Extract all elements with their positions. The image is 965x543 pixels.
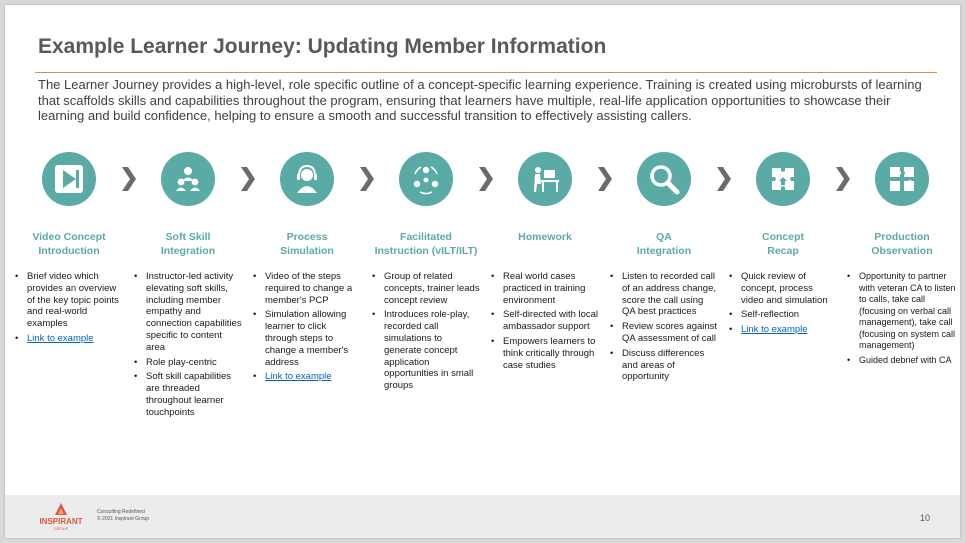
footer-tagline: Consulting Redefined © 2021 Inspirant Group xyxy=(97,509,150,522)
desk-icon xyxy=(518,152,572,206)
stage-details-soft-skill xyxy=(132,271,242,422)
chevron-right-icon xyxy=(119,166,137,192)
stage-title-soft-skill: Soft Skill Integration xyxy=(160,231,216,257)
logo-subtext: GROUP xyxy=(53,526,69,531)
list-item: • Discuss differences and areas of opportunity xyxy=(608,348,718,383)
magnifier-icon xyxy=(637,152,691,206)
list-item: • Brief video which provides an overview of the key topic points and real-world examples xyxy=(13,271,124,330)
stage-title-process-simulation: Process Simulation xyxy=(280,231,334,257)
list-item xyxy=(727,324,837,336)
stage-title-video-concept: Video Concept Introduction xyxy=(32,231,106,257)
play-icon xyxy=(42,152,96,206)
logo-mark-icon xyxy=(55,503,67,516)
network-icon xyxy=(399,152,453,206)
slide-title: Example Learner Journey: Updating Member Information xyxy=(38,35,607,58)
stage-title-concept-recap: Concept Recap xyxy=(762,231,804,257)
puzzle-icon xyxy=(756,152,810,206)
stage-title-facilitated-instruction: Facilitated Instruction (vILT/ILT) xyxy=(374,231,478,257)
stage-details-concept-recap xyxy=(727,271,837,339)
chevron-right-icon xyxy=(238,166,256,192)
list-item: • Video of the steps required to change a member's PCP xyxy=(251,271,361,306)
list-item: • Quick review of concept, process video and simulation xyxy=(727,271,837,306)
slide-footer xyxy=(5,495,960,538)
chevron-right-icon xyxy=(595,166,613,192)
page-number: 10 xyxy=(919,513,930,523)
title-divider xyxy=(35,72,937,73)
list-item: • Listen to recorded call of an address change, score the call using QA best practices xyxy=(608,271,718,318)
list-item: • Soft skill capabilities are threaded throughout learner touchpoints xyxy=(132,371,242,418)
intro-paragraph: The Learner Journey provides a high-level, role specific outline of a concept-specific learning experience. Training is created using microbursts of learning that scaffolds skills and capabilities throughout the program, ensuring that learners have multiple, real-life application opportunities to showcase their learning and build confidence, helping to ensure a smooth and successful transition to effectively assisting callers. xyxy=(38,77,922,123)
list-item: • Group of related concepts, trainer leads concept review xyxy=(370,271,480,306)
team-icon xyxy=(161,152,215,206)
stage-details-qa-integration xyxy=(608,271,718,386)
puzzle-pieces-icon xyxy=(875,152,929,206)
link-to-example[interactable]: Link to example xyxy=(27,332,94,344)
chevron-right-icon xyxy=(357,166,375,192)
chevron-right-icon xyxy=(833,166,851,192)
stage-details-facilitated-instruction xyxy=(370,271,480,395)
logo-text: INSPIRANT xyxy=(39,517,83,526)
list-item: • Simulation allowing learner to click through steps to change a member's address xyxy=(251,309,361,368)
list-item: • Empowers learners to think critically through case studies xyxy=(489,336,601,371)
list-item: • Instructor-led activity elevating soft skills, including member empathy and connection capabilities specific to content area xyxy=(132,271,242,354)
list-item: • Self-reflection xyxy=(727,309,837,321)
list-item: • Guided debrief with CA xyxy=(845,355,957,367)
list-item: • Real world cases practiced in training environment xyxy=(489,271,601,306)
link-to-example[interactable]: Link to example xyxy=(265,371,332,383)
company-logo xyxy=(29,503,93,531)
headset-icon xyxy=(280,152,334,206)
list-item: • Self-directed with local ambassador support xyxy=(489,309,601,333)
stage-title-qa-integration: QA Integration xyxy=(636,231,692,257)
list-item: • Opportunity to partner with veteran CA to listen to calls, take call (focusing on verbal call management), take call (focusing on system call management) xyxy=(845,271,957,352)
slide xyxy=(5,5,960,538)
stage-details-production-observation xyxy=(845,271,957,369)
chevron-right-icon xyxy=(476,166,494,192)
list-item: • Introduces role-play, recorded call simulations to generate concept application opportunities in small groups xyxy=(370,309,480,392)
stage-details-video-concept xyxy=(13,271,124,348)
list-item xyxy=(251,371,361,383)
stage-details-homework xyxy=(489,271,601,374)
stage-title-production-observation: Production Observation xyxy=(871,231,933,257)
chevron-right-icon xyxy=(714,166,732,192)
list-item xyxy=(13,333,124,345)
link-to-example[interactable]: Link to example xyxy=(741,324,808,336)
list-item: • Role play-centric xyxy=(132,357,242,369)
list-item: • Review scores against QA assessment of call xyxy=(608,321,718,345)
stage-details-process-simulation xyxy=(251,271,361,386)
stage-title-homework: Homework xyxy=(518,231,572,243)
